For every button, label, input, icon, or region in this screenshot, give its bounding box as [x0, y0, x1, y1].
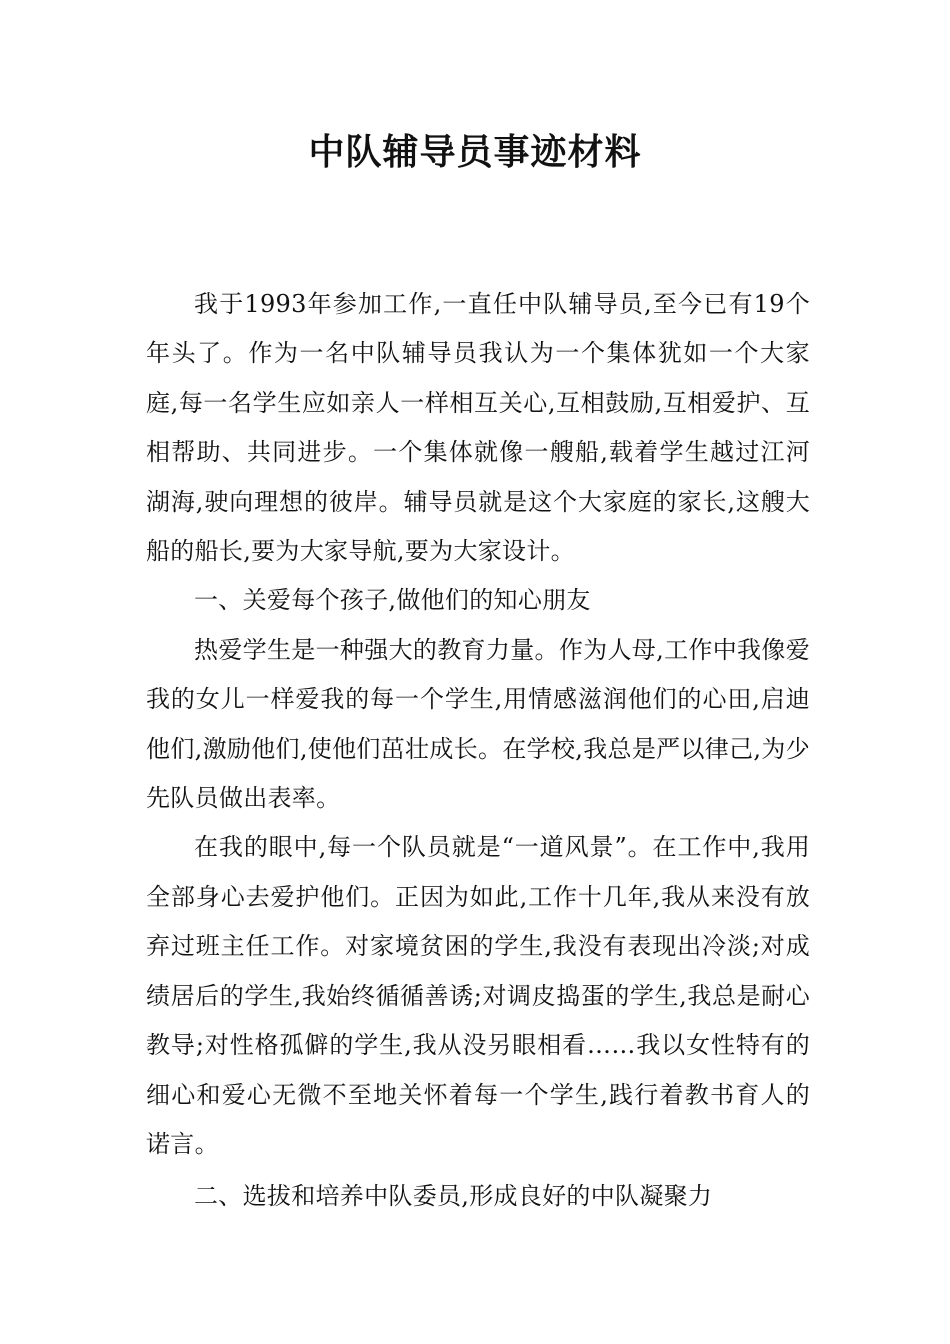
document-body [146, 280, 810, 1222]
paragraph-section-1a: 热爱学生是一种强大的教育力量。作为人母,工作中我像爱我的女儿一样爱我的每一个学生,用情感滋润他们的心田,启迪他们,激励他们,使他们茁壮成长。在学校,我总是严以律己,为少先队员做出表率。 [146, 635, 810, 813]
paragraph-section-1b: 在我的眼中,每一个队员就是“一道风景”。在工作中,我用全部身心去爱护他们。正因为如此,工作十几年,我从来没有放弃过班主任工作。对家境贫困的学生,我没有表现出冷淡;对成绩居后的学生,我始终循循善诱;对调皮捣蛋的学生,我总是耐心教导;对性格孤僻的学生,我从没另眼相看……我以女性特有的细心和爱心无微不至地关怀着每一个学生,践行着教书育人的诺言。 [146, 833, 810, 1158]
paragraph-intro: 我于1993年参加工作,一直任中队辅导员,至今已有19个年头了。作为一名中队辅导员我认为一个集体犹如一个大家庭,每一名学生应如亲人一样相互关心,互相鼓励,互相爱护、互相帮助、共同进步。一个集体就像一艘船,载着学生越过江河湖海,驶向理想的彼岸。辅导员就是这个大家庭的家长,这艘大船的船长,要为大家导航,要为大家设计。 [146, 290, 810, 566]
section-heading-1: 一、关爱每个孩子,做他们的知心朋友 [194, 586, 591, 615]
section-heading-2: 二、选拔和培养中队委员,形成良好的中队凝聚力 [194, 1182, 713, 1211]
document-title: 中队辅导员事迹材料 [308, 132, 642, 173]
